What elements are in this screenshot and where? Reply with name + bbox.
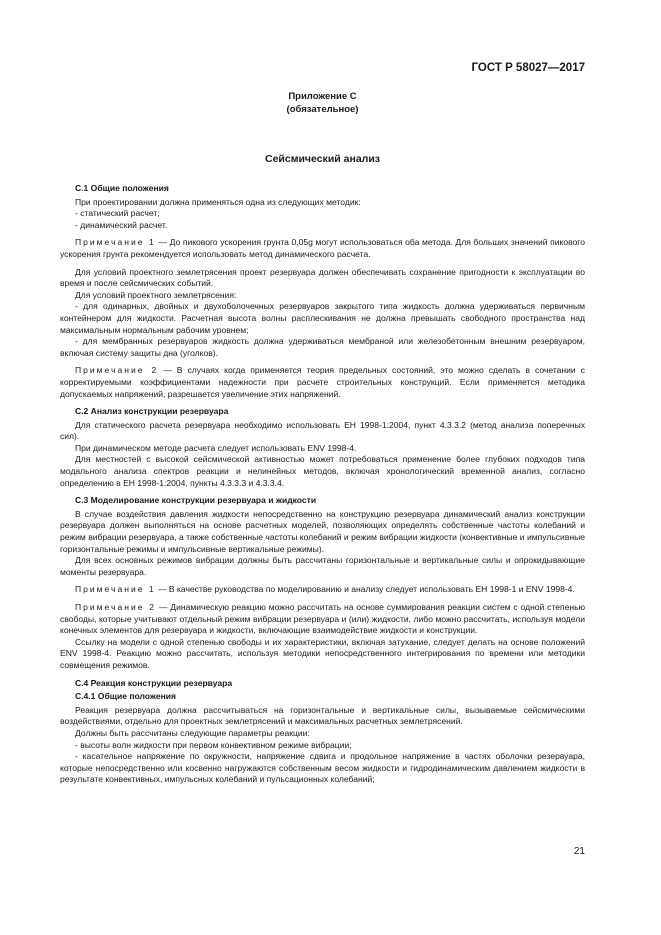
c1-list-item: - статический расчет; xyxy=(75,208,160,219)
c3-note-1 xyxy=(60,584,585,596)
c4-heading: С.4 Реакция конструкции резервуара xyxy=(75,677,233,688)
c1-list-item: - для мембранных резервуаров жидкость должна удерживаться мембраной или железобетонным внешним резервуаром, включая систему защиты дна (уголков). xyxy=(60,336,585,358)
document-body xyxy=(60,183,585,786)
c1-note-2 xyxy=(60,365,585,400)
note-text: — Динамическую реакцию можно рассчитать на основе суммирования реакции систем с одной степенью свободы, которые учитывают отдельный режим вибрации резервуара и (или) жидкости, либо можно рассчитать, используя модели конечных элементов для резервуара и жидкости, включающие взаимодействие жидкости и конструкции. xyxy=(60,602,585,636)
c3-paragraph: В случае воздействия давления жидкости непосредственно на конструкцию резервуара динамический анализ конструкции резервуара должен выполняться на основе расчетных моделей, позволяющих определять собственные частоты колебаний и режим вибрации резервуара, а также собственные частоты колебаний и режим вибрации жидкости (конвективные и импульсивные горизонтальные режимы и импульсивные вертикальные режимы). xyxy=(60,508,585,554)
annex-header xyxy=(60,91,585,116)
annex-status: (обязательное) xyxy=(286,103,359,115)
annex-title: Приложение С xyxy=(288,91,357,102)
note-label: Примечание 2 xyxy=(75,365,159,376)
document-code: ГОСТ Р 58027—2017 xyxy=(471,62,585,74)
c1-note-1 xyxy=(60,237,585,260)
note-label: Примечание 1 xyxy=(75,237,156,248)
c4-list-item: - касательное напряжение по окружности, напряжение сдвига и продольное напряжение в частях оболочки резервуара, которые непосредственно или косвенно нагружаются собственным весом жидкости и гидродинамическим давлением жидкости в результате конвективных, импульсных колебаний и пульсационных колебаний; xyxy=(60,751,585,785)
c1-paragraph: Для условий проектного землетрясения проект резервуара должен обеспечивать сохранение пригодности к эксплуатации во время и после сейсмических событий. xyxy=(60,266,585,289)
c2-heading: С.2 Анализ конструкции резервуара xyxy=(75,406,229,417)
c3-paragraph: Ссылку на модели с одной степенью свободы и их характеристики, включая затухание, следует делать на основе положений ENV 1998-4. Реакцию можно рассчитать, используя методики непосредственного интегрирования по времени или методики совмещения режимов. xyxy=(60,636,585,670)
section-title: Сейсмический анализ xyxy=(264,153,381,165)
note-text: — В качестве руководства по моделированию и анализу следует использовать ЕН 1998-1 и ENV 1998-4. xyxy=(155,584,575,595)
c4-1-heading: С.4.1 Общие положения xyxy=(75,691,177,702)
c1-paragraph: При проектировании должна применяться одна из следующих методик: xyxy=(75,196,361,207)
c4-paragraph: Должны быть рассчитаны следующие параметры реакции: xyxy=(75,727,310,738)
c2-paragraph: Для местностей с высокой сейсмической активностью может потребоваться применение более глубоких подходов типа модального анализа спектров реакции и нелинейных методов, включая хронологический временной анализ, согласно определению в ЕН 1998-1:2004, пункты 4.3.3.3 и 4.3.3.4. xyxy=(60,454,585,488)
c3-paragraph: Для всех основных режимов вибрации должны быть рассчитаны горизонтальные и вертикальные силы и опрокидывающие моменты резервуара. xyxy=(60,555,585,577)
c3-note-2 xyxy=(60,602,585,637)
c1-paragraph: Для условий проектного землетрясения: xyxy=(75,289,237,300)
c4-list-item: - высоты волн жидкости при первом конвективном режиме вибрации; xyxy=(75,739,352,750)
note-label: Примечание 1 xyxy=(75,584,156,595)
page-number: 21 xyxy=(573,846,585,857)
c1-heading: С.1 Общие положения xyxy=(75,183,169,193)
note-text: — До пикового ускорения грунта 0,05g могут использоваться оба метода. Для больших значений пикового ускорения грунта рекомендуется использовать метод динамического расчета. xyxy=(60,237,585,259)
c1-list-item: - динамический расчет. xyxy=(75,219,168,230)
c2-paragraph: Для статического расчета резервуара необходимо использовать ЕН 1998-1:2004, пункт 4.3.3.2 (метод анализа поперечных сил). xyxy=(60,419,585,442)
note-text: — В случаях когда применяется теория предельных состояний, это можно сделать в сочетании с корректируемыми коэффициентами надежности при расчете строительных конструкций. Если применяется методика допускаемых напряжений, разрешается увеличение этих напряжений. xyxy=(60,365,585,399)
note-label: Примечание 2 xyxy=(75,602,157,612)
c4-paragraph: Реакция резервуара должна рассчитываться на горизонтальные и вертикальные силы, вызываемые сейсмическими воздействиями, отдельно для проектных землетрясений и максимальных расчетных землетрясений. xyxy=(60,704,585,727)
c3-heading: С.3 Моделирование конструкции резервуара и жидкости xyxy=(75,495,317,506)
c1-list-item: - для одинарных, двойных и двухоболочечных резервуаров закрытого типа жидкость должна удерживаться первичным контейнером для жидкости. Расчетная высота волны расплескивания не должна превышать свободного пространства над максимальным нормальным рабочим уровнем; xyxy=(60,301,585,335)
c2-paragraph: При динамическом методе расчета следует использовать ENV 1998-4. xyxy=(75,442,357,453)
